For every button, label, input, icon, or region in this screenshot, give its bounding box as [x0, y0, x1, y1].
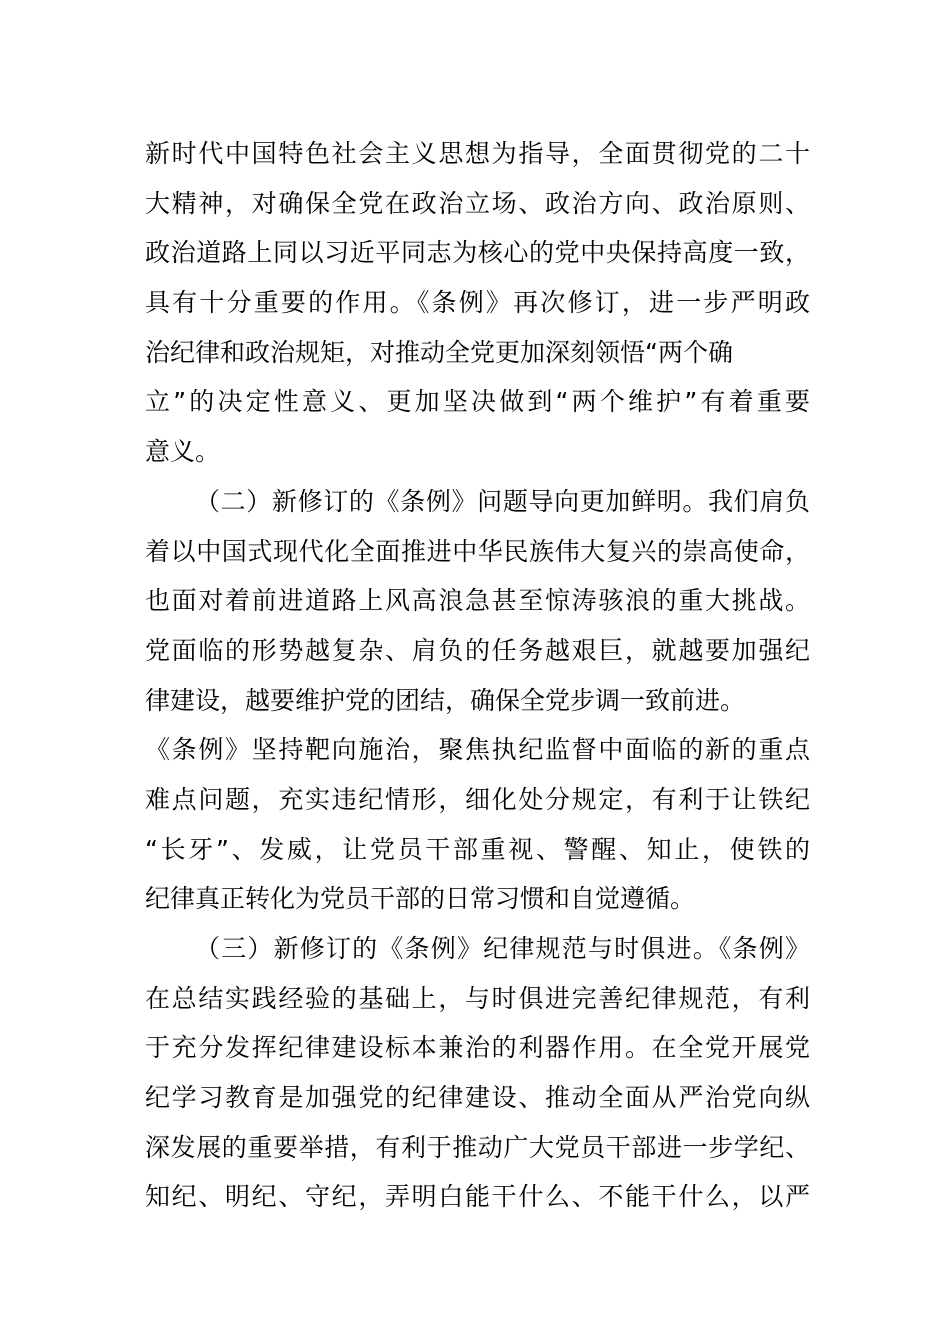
text-line: 立”的决定性意义、更加坚决做到“两个维护”有着重要: [145, 387, 810, 417]
document-body: [145, 129, 810, 1222]
paragraph-3: [145, 924, 810, 1222]
text-line: 深发展的重要举措，有利于推动广大党员干部进一步学纪、: [145, 1132, 810, 1162]
text-line: “长牙”、发威，让党员干部重视、警醒、知止，使铁的: [145, 834, 810, 864]
text-line: 大精神，对确保全党在政治立场、政治方向、政治原则、: [145, 188, 810, 218]
text-line: 党面临的形势越复杂、肩负的任务越艰巨，就越要加强纪: [145, 635, 810, 665]
text-line: 难点问题，充实违纪情形，细化处分规定，有利于让铁纪: [145, 784, 810, 814]
text-line: 于充分发挥纪律建设标本兼治的利器作用。在全党开展党: [145, 1033, 810, 1063]
text-line: 意义。: [145, 437, 221, 467]
text-line: 新时代中国特色社会主义思想为指导，全面贯彻党的二十: [145, 139, 810, 168]
text-line: 在总结实践经验的基础上，与时俱进完善纪律规范，有利: [145, 983, 810, 1013]
text-line: 律建设，越要维护党的团结，确保全党步调一致前进。: [145, 685, 746, 715]
text-line: 也面对着前进道路上风高浪急甚至惊涛骇浪的重大挑战。: [145, 586, 810, 616]
text-line: （二）新修订的《条例》问题导向更加鲜明。我们肩负: [195, 486, 810, 516]
text-line: 《条例》坚持靶向施治，聚焦执纪监督中面临的新的重点: [145, 735, 810, 765]
paragraph-1: [145, 129, 810, 477]
text-line: 知纪、明纪、守纪，弄明白能干什么、不能干什么，以严: [145, 1182, 810, 1212]
text-line: 着以中国式现代化全面推进中华民族伟大复兴的崇高使命，: [145, 536, 810, 566]
text-line: 具有十分重要的作用。《条例》再次修订，进一步严明政: [145, 288, 810, 318]
text-line: （三）新修订的《条例》纪律规范与时俱进。《条例》: [195, 934, 810, 963]
text-line: 纪律真正转化为党员干部的日常习惯和自觉遵循。: [145, 884, 696, 914]
text-line: 纪学习教育是加强党的纪律建设、推动全面从严治党向纵: [145, 1083, 810, 1113]
text-line: 政治道路上同以习近平同志为核心的党中央保持高度一致，: [145, 238, 810, 268]
text-line: 治纪律和政治规矩，对推动全党更加深刻领悟“两个确: [145, 337, 733, 367]
paragraph-2: [145, 477, 810, 924]
